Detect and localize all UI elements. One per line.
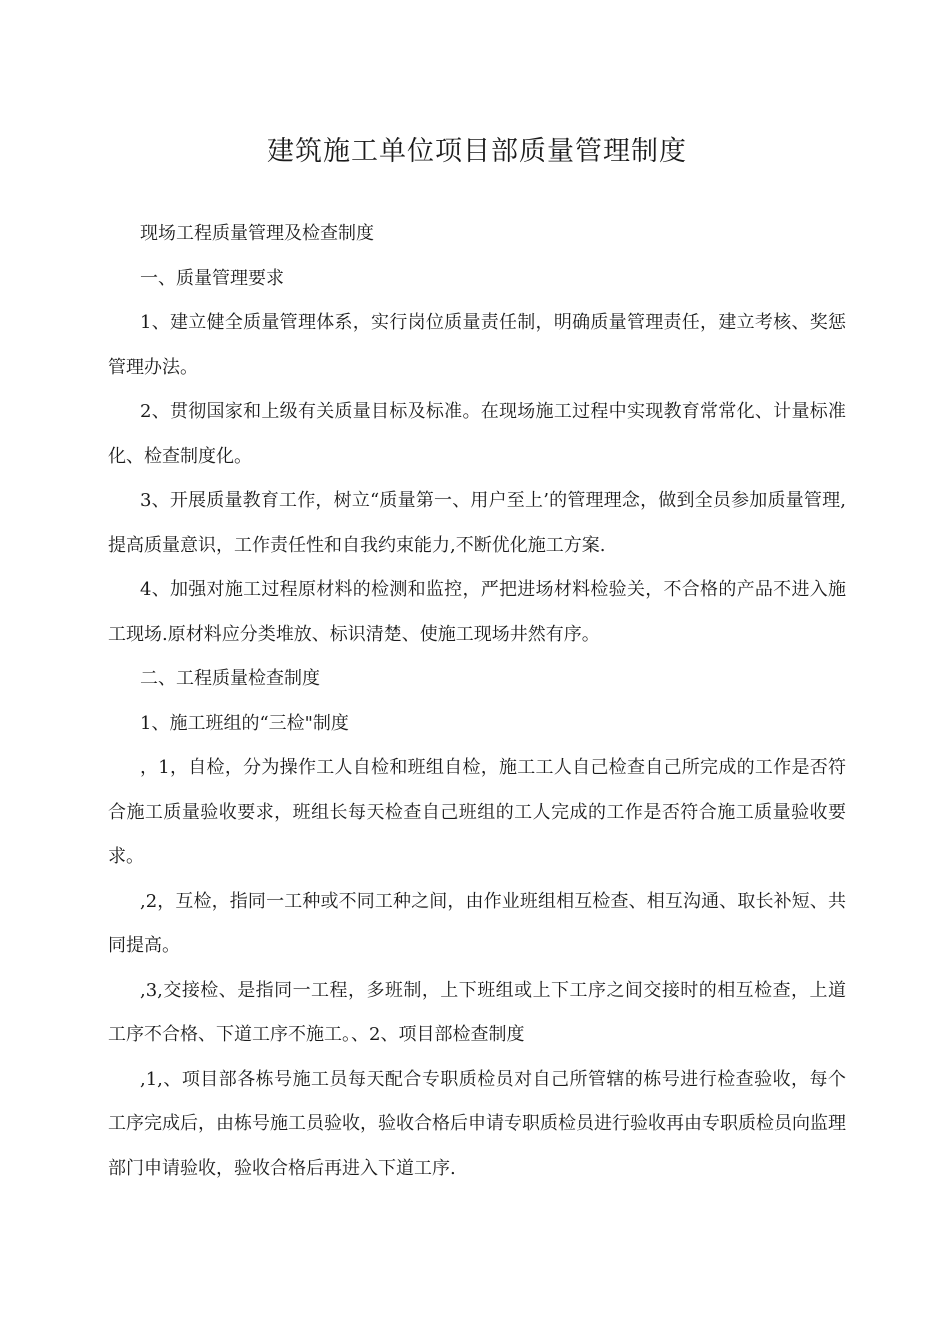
section-heading-quality-requirements: 一、质量管理要求	[140, 267, 284, 289]
paragraph-handover-check: ,3,交接检、是指同一工程，多班制，上下班组或上下工序之间交接时的相互检查，上道工序不合格、下道工序不施工。、2、项目部检查制度	[108, 979, 846, 1045]
paragraph-3: 3、开展质量教育工作，树立“质量第一、用户至上’的管理理念，做到全员参加质量管理,提高质量意识，工作责任性和自我约束能力,不断优化施工方案.	[108, 490, 846, 556]
paragraph-mutual-check: ,2，互检，指同一工种或不同工种之间，由作业班组相互检查、相互沟通、取长补短、共同提高。	[108, 890, 846, 956]
section-heading-site-inspection: 现场工程质量管理及检查制度	[140, 223, 374, 244]
subsection-heading-three-checks: 1、施工班组的“三检"制度	[140, 712, 349, 734]
paragraph-1: 1、建立健全质量管理体系，实行岗位质量责任制，明确质量管理责任，建立考核、奖惩管理办法。	[108, 312, 846, 378]
section-heading-inspection-system: 二、工程质量检查制度	[140, 668, 320, 689]
document-page	[108, 132, 846, 1191]
paragraph-self-check: ，1，自检，分为操作工人自检和班组自检，施工工人自己检查自己所完成的工作是否符合施工质量验收要求，班组长每天检查自己班组的工人完成的工作是否符合施工质量验收要求。	[108, 757, 846, 867]
paragraph-project-inspection: ,1,、项目部各栋号施工员每天配合专职质检员对自己所管辖的栋号进行检查验收，每个工序完成后，由栋号施工员验收，验收合格后申请专职质检员进行验收再由专职质检员向监理部门申请验收，验收合格后再进入下道工序.	[108, 1068, 846, 1179]
paragraph-4: 4、加强对施工过程原材料的检测和监控，严把进场材料检验关，不合格的产品不进入施工现场.原材料应分类堆放、标识清楚、使施工现场井然有序。	[108, 579, 846, 645]
paragraph-2: 2、贯彻国家和上级有关质量目标及标准。在现场施工过程中实现教育常常化、计量标准化、检查制度化。	[108, 401, 846, 467]
document-title: 建筑施工单位项目部质量管理制度	[267, 136, 687, 167]
